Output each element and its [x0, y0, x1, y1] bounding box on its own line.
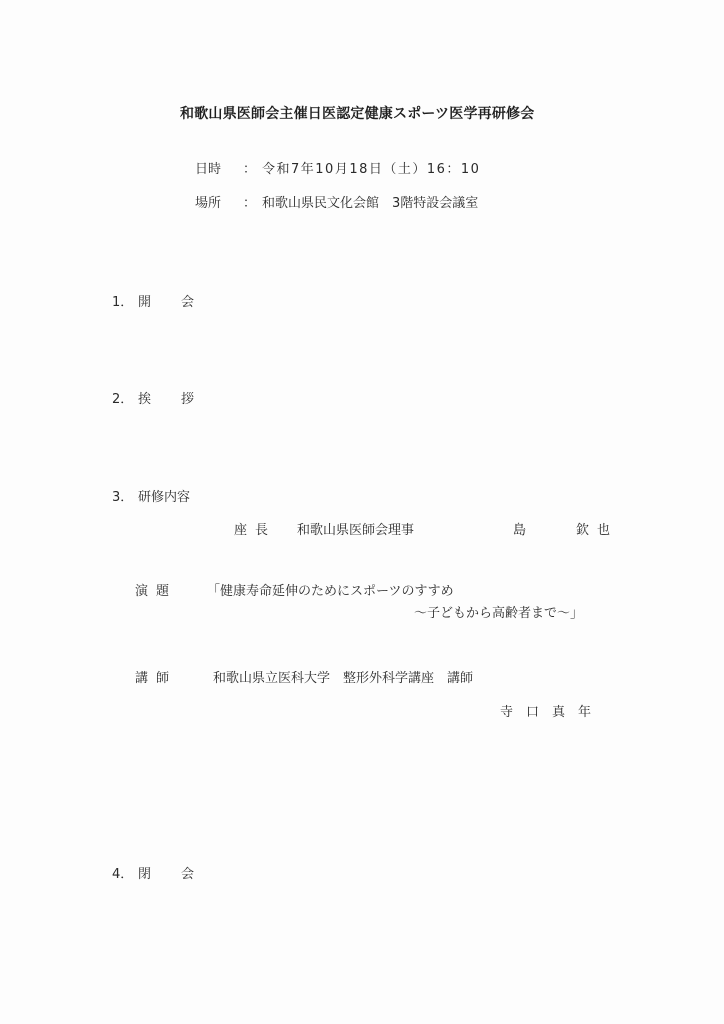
section-1-number: 1． — [112, 295, 134, 310]
topic-line-1: 「健康寿命延伸のためにスポーツのすすめ — [207, 584, 454, 599]
section-1-title: 開会 — [138, 295, 225, 310]
venue-value: 和歌山県民文化会館 3階特設会議室 — [262, 196, 479, 211]
chair-label: 座長 — [234, 523, 277, 538]
lecturer-name: 寺口真年 — [500, 705, 605, 720]
datetime-label: 日時 — [195, 162, 222, 177]
venue-separator: ： — [243, 196, 257, 211]
chair-affiliation: 和歌山県医師会理事 — [297, 523, 415, 538]
topic-line-2: ～子どもから高齢者まで～」 — [414, 606, 584, 621]
datetime-value: 令和7年10月18日（土）16：10 — [262, 162, 481, 177]
document-title: 和歌山県医師会主催日医認定健康スポーツ医学再研修会 — [180, 106, 535, 122]
datetime-separator: ： — [243, 162, 257, 177]
section-4-title: 閉会 — [138, 867, 225, 882]
section-2-title: 挨拶 — [138, 392, 225, 407]
lecturer-label: 講師 — [135, 671, 178, 686]
chair-name: 島 欽也 — [513, 523, 619, 538]
section-3-number: 3． — [112, 490, 134, 505]
section-4-number: 4． — [112, 867, 134, 882]
venue-label: 場所 — [195, 196, 222, 211]
section-2-number: 2． — [112, 392, 134, 407]
topic-label: 演題 — [135, 584, 178, 599]
lecturer-affiliation: 和歌山県立医科大学 整形外科学講座 講師 — [213, 671, 474, 686]
section-3-title: 研修内容 — [138, 490, 191, 505]
